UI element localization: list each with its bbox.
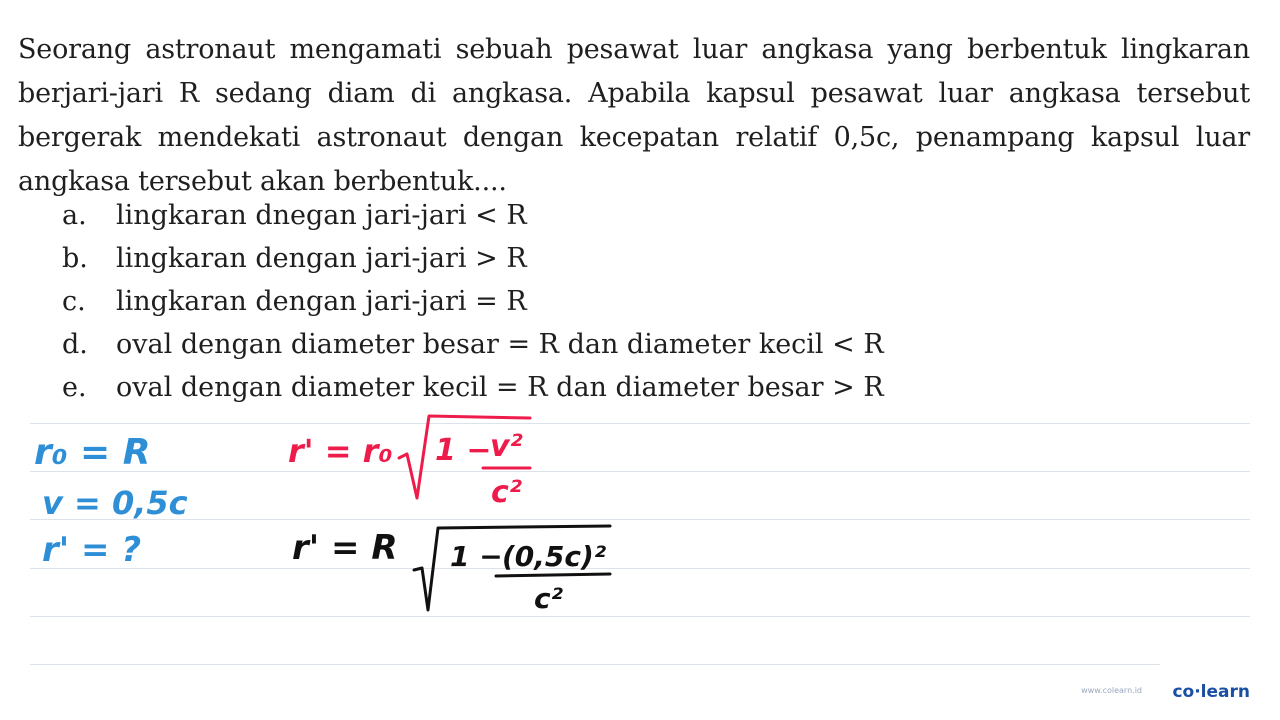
given-v: v = 0,5c: [42, 484, 188, 522]
substitution-one-minus: 1 −: [450, 540, 503, 573]
option-letter: c.: [62, 286, 86, 317]
rule-line: [30, 616, 1250, 617]
rule-line: [30, 664, 1160, 665]
substitution-sqrt: [410, 514, 640, 614]
question-text: Seorang astronaut mengamati sebuah pesawat luar angkasa yang berbentuk lingkaran berjari-jari R sedang diam di angkasa. Apabila kapsul pesawat luar angkasa tersebut bergerak mendekati astronaut dengan kecepatan relatif 0,5c, penampang kapsul luar angkasa tersebut akan berbentuk....: [18, 34, 1250, 197]
formula-sqrt: [395, 410, 565, 510]
formula-one-minus: 1 −: [435, 433, 492, 468]
rule-line: [30, 423, 1250, 424]
fraction-bar: [496, 574, 610, 576]
formula-lhs: r' = r₀: [288, 432, 393, 470]
option-text: oval dengan diameter kecil = R dan diameter besar > R: [116, 372, 884, 403]
rule-line: [30, 471, 1250, 472]
option-text: oval dengan diameter besar = R dan diameter kecil < R: [116, 329, 884, 360]
option-d: [62, 323, 884, 366]
option-a: [62, 194, 884, 237]
unknown-r-prime: r' = ?: [42, 530, 142, 570]
option-c: [62, 280, 884, 323]
options-list: [62, 194, 884, 409]
given-r0: r₀ = R: [34, 432, 151, 473]
option-text: lingkaran dengan jari-jari = R: [116, 286, 527, 317]
option-letter: d.: [62, 329, 88, 360]
colearn-logo: co·learn: [1172, 682, 1250, 702]
option-text: lingkaran dnegan jari-jari < R: [116, 200, 527, 231]
rule-line: [30, 568, 1250, 569]
substitution-lhs: r' = R: [292, 528, 398, 568]
option-letter: e.: [62, 372, 87, 403]
rule-line: [30, 519, 1250, 520]
formula-denominator: c²: [491, 475, 522, 510]
footer-url: www.colearn.id: [1081, 686, 1142, 695]
option-letter: b.: [62, 243, 88, 274]
option-b: [62, 237, 884, 280]
substitution-numerator: (0,5c)²: [502, 540, 607, 573]
option-e: [62, 366, 884, 409]
option-text: lingkaran dengan jari-jari > R: [116, 243, 527, 274]
formula-numerator: v²: [490, 429, 523, 464]
substitution-denominator: c²: [534, 582, 563, 615]
option-letter: a.: [62, 200, 87, 231]
